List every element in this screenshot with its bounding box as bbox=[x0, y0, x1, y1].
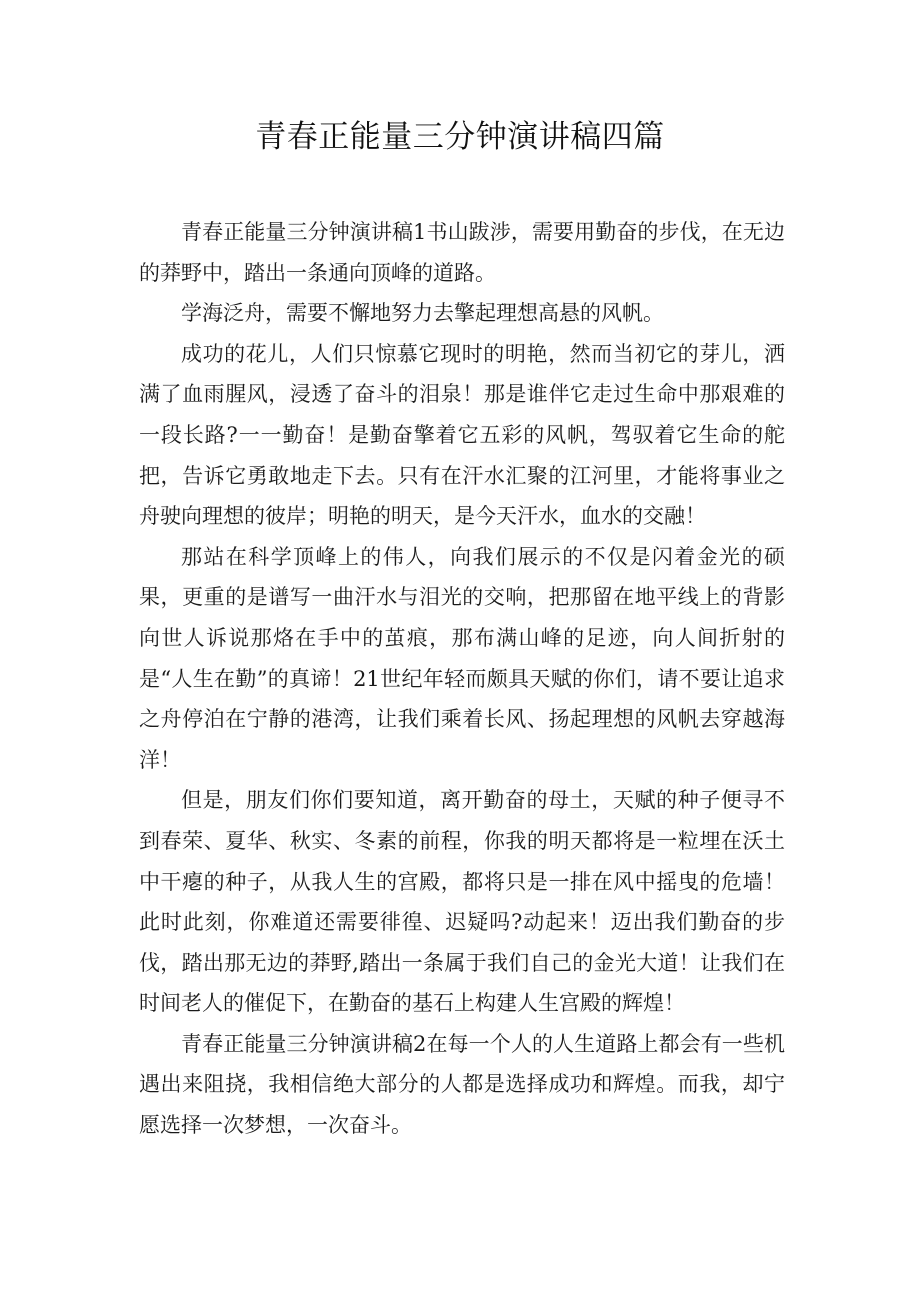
paragraph: 青春正能量三分钟演讲稿2在每一个人的人生道路上都会有一些机遇出来阻挠，我相信绝大部分的人都是选择成功和辉煌。而我，却宁愿选择一次梦想，一次奋斗。 bbox=[139, 1031, 785, 1138]
paragraph: 成功的花儿，人们只惊慕它现时的明艳，然而当初它的芽儿，洒满了血雨腥风，浸透了奋斗的泪泉！那是谁伴它走过生命中那艰难的一段长路?一一勤奋！是勤奋擎着它五彩的风帆，驾驭着它生命的舵把，告诉它勇敢地走下去。只有在汗水汇聚的江河里，才能将事业之舟驶向理想的彼岸；明艳的明天，是今天汗水，血水的交融！ bbox=[139, 341, 785, 529]
document-title: 青春正能量三分钟演讲稿四篇 bbox=[255, 119, 665, 155]
document-body bbox=[139, 212, 785, 1146]
paragraph: 但是，朋友们你们要知道，离开勤奋的母土，天赋的种子便寻不到春荣、夏华、秋实、冬素的前程，你我的明天都将是一粒埋在沃土中干瘪的种子，从我人生的宫殿，都将只是一排在风中摇曳的危墙！此时此刻，你难道还需要徘徨、迟疑吗?动起来！迈出我们勤奋的步伐，踏出那无边的莽野,踏出一条属于我们自己的金光大道！让我们在时间老人的催促下，在勤奋的基石上构建人生宫殿的辉煌！ bbox=[139, 788, 785, 1016]
paragraph: 学海泛舟，需要不懈地努力去擎起理想高悬的风帆。 bbox=[181, 301, 664, 326]
paragraph: 那站在科学顶峰上的伟人，向我们展示的不仅是闪着金光的硕果，更重的是谱写一曲汗水与泪光的交响，把那留在地平线上的背影向世人诉说那烙在手中的茧痕，那布满山峰的足迹，向人间折射的是“人生在勤”的真谛！21世纪年轻而颇具天赋的你们，请不要让追求之舟停泊在宁静的港湾，让我们乘着长风、扬起理想的风帆去穿越海洋！ bbox=[139, 544, 785, 772]
paragraph: 青春正能量三分钟演讲稿1书山跋涉，需要用勤奋的步伐，在无边的莽野中，踏出一条通向顶峰的道路。 bbox=[139, 220, 785, 285]
